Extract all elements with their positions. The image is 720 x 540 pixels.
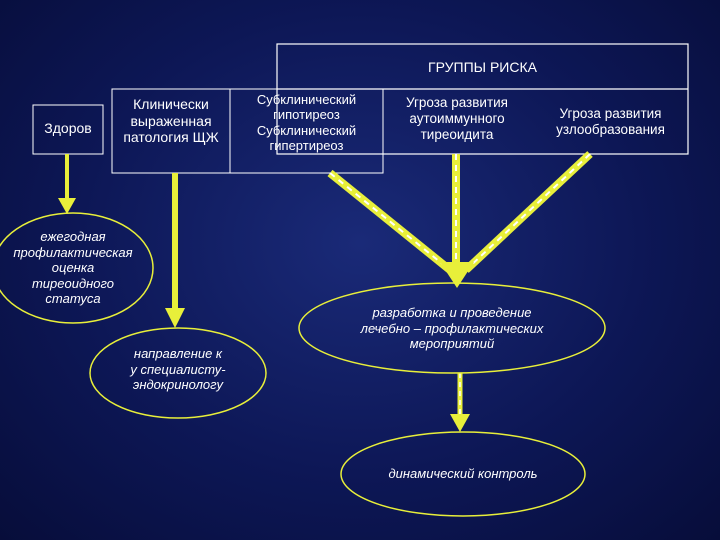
control-label: динамический контроль (388, 466, 538, 481)
referral-label: направление к у специалисту- эндокринологу (130, 346, 226, 393)
arrow-subclinical-to-development (330, 173, 450, 270)
annual-label: ежегодная профилактическая оценка тиреоидного статуса (13, 229, 133, 307)
converge-arrowhead (440, 262, 474, 288)
development-label: разработка и проведение лечебно – профилактических мероприятий (360, 305, 544, 352)
arrow-nodular-to-development (466, 154, 590, 270)
healthy-label: Здоров (44, 120, 92, 136)
arrow-clinical-to-referral (165, 173, 185, 328)
nodular-label: Угроза развития узлообразования (556, 106, 665, 137)
autoimmune-label: Угроза развития аутоиммунного тиреоидита (405, 95, 508, 142)
arrow-development-to-control (450, 373, 470, 432)
risk-groups-title: ГРУППЫ РИСКА (428, 59, 537, 75)
subclinical-label: Субклинический гипотиреоз Субклинический гипертиреоз (256, 92, 357, 153)
clinical-label: Клинически выраженная патология ЩЖ (123, 96, 219, 146)
arrow-healthy-to-annual (58, 154, 76, 214)
